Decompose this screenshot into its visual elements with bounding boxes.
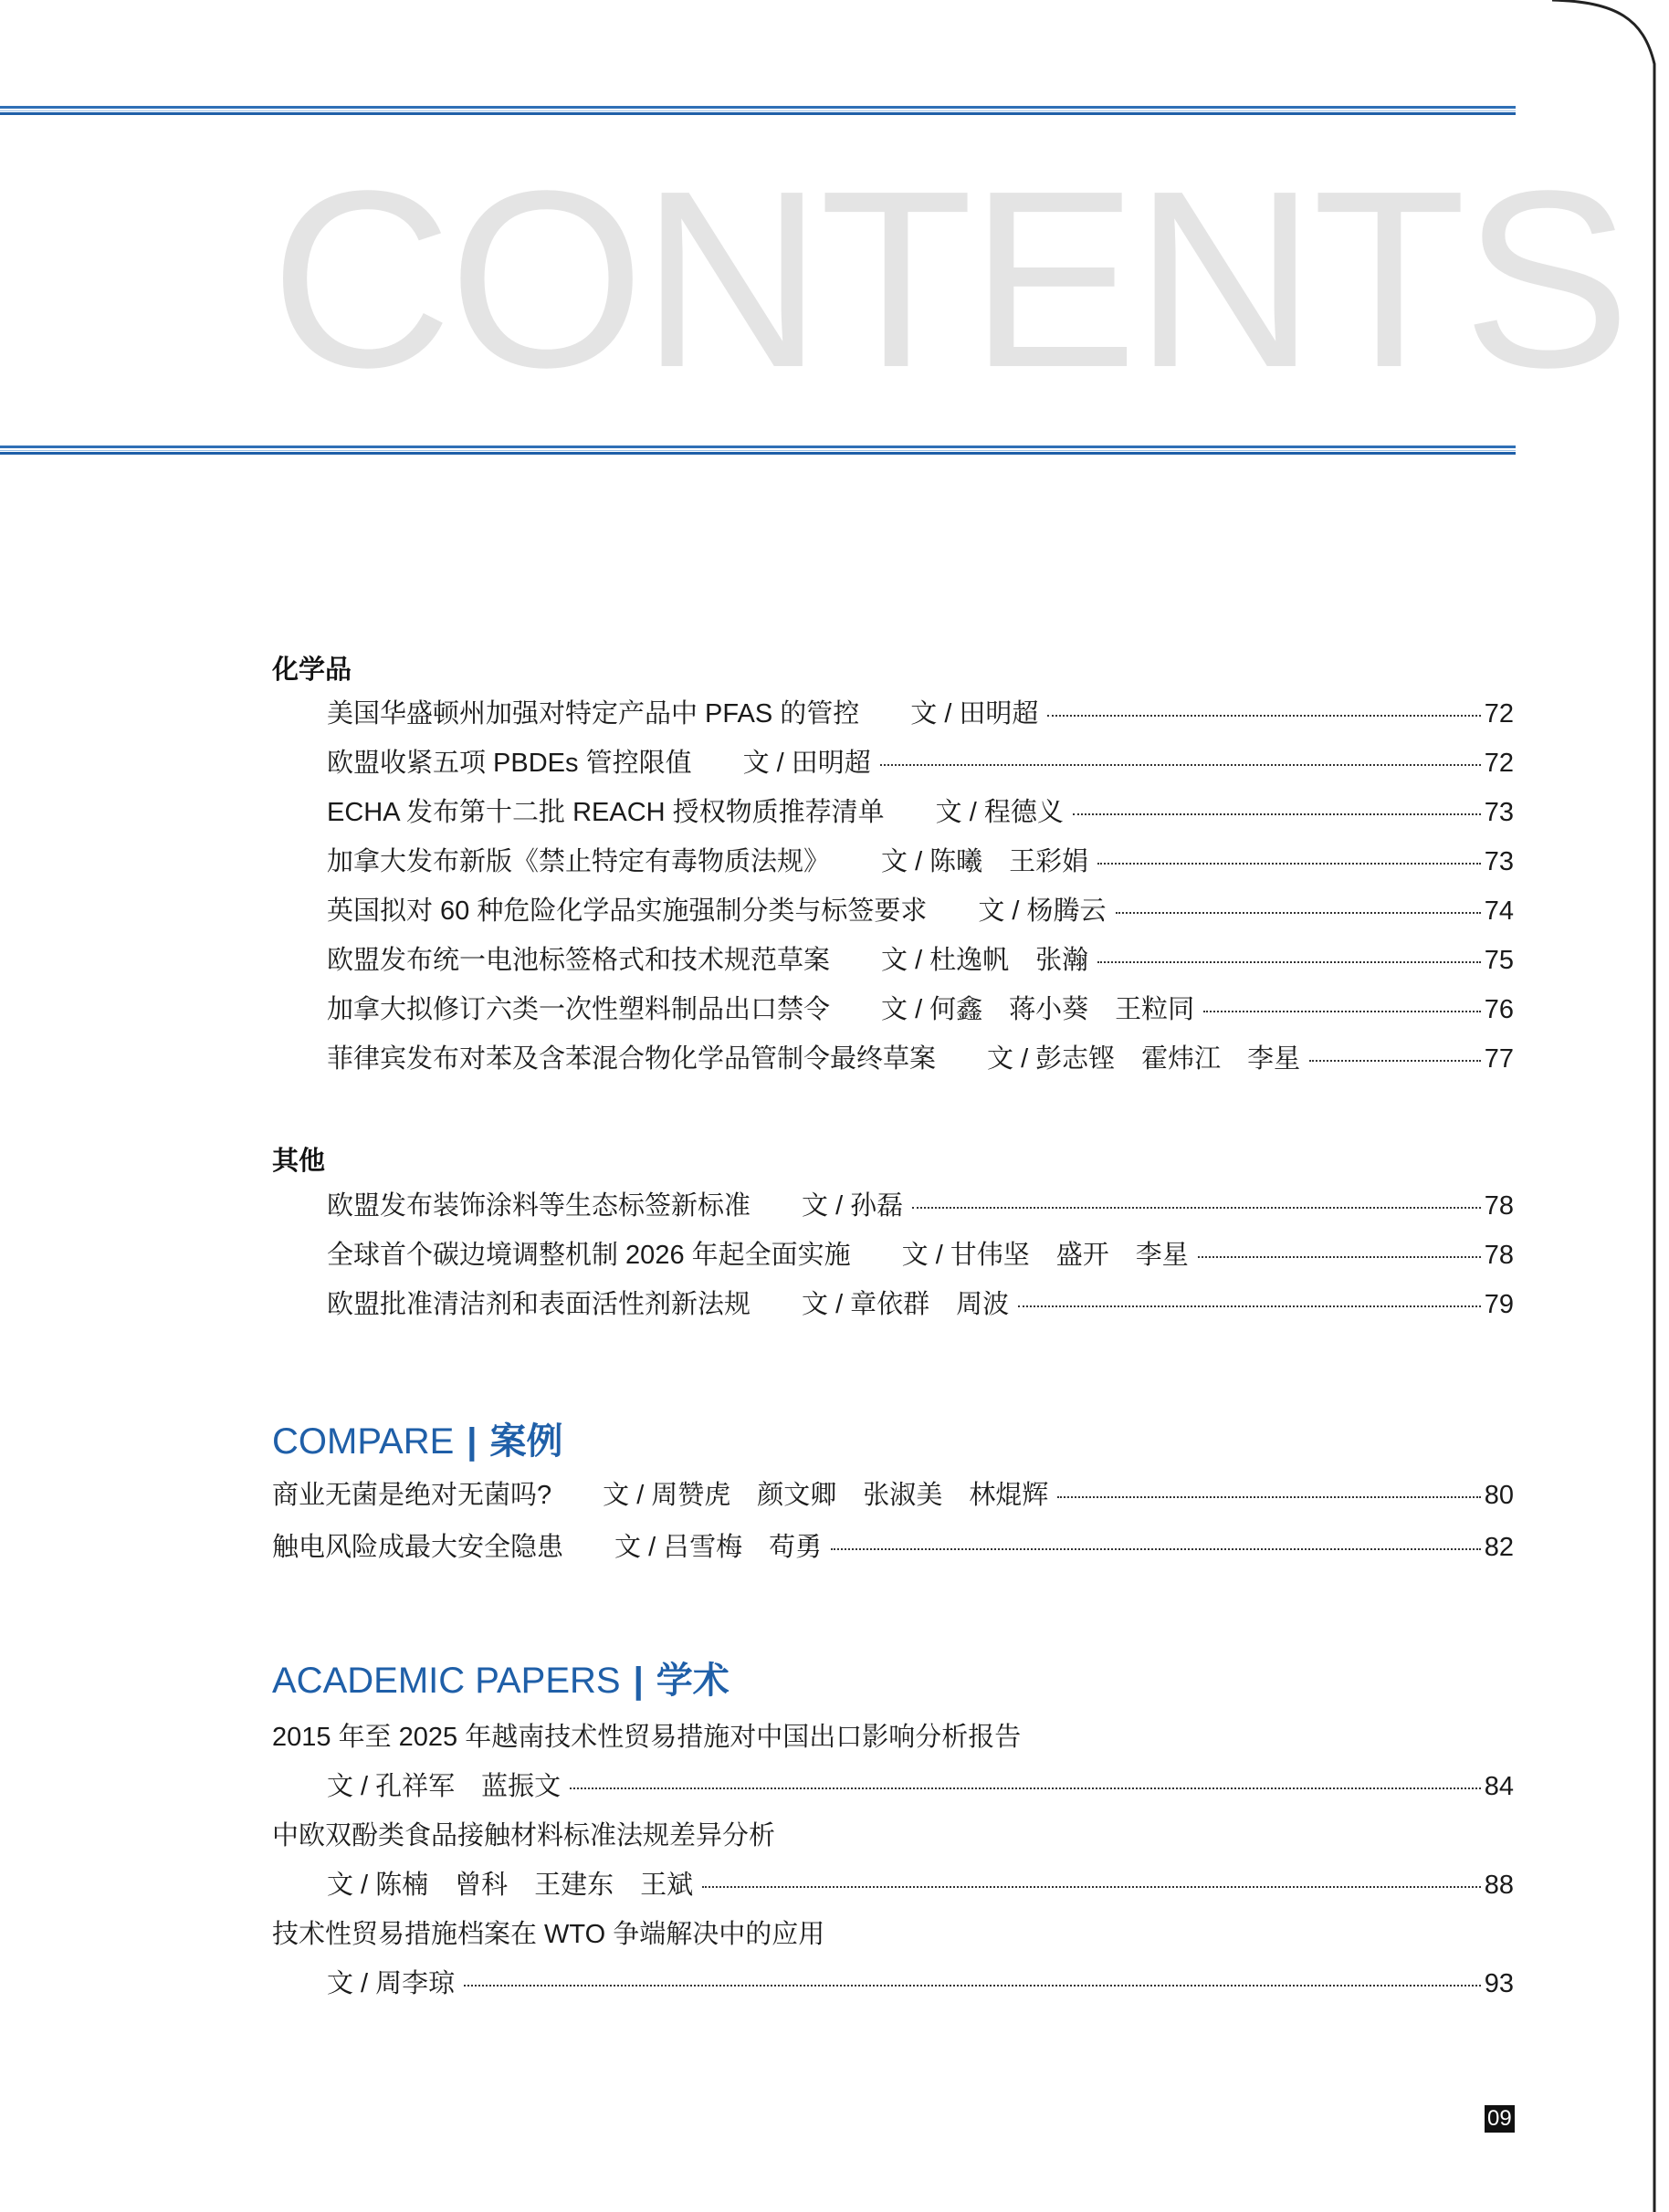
entry-author: 文 / 周李琼 xyxy=(327,1969,456,1998)
entry-author: 文 / 章依群 周波 xyxy=(802,1290,1010,1319)
toc-entry[interactable] xyxy=(327,696,1514,732)
dot-leader xyxy=(1018,1305,1481,1307)
dot-leader xyxy=(1198,1256,1481,1258)
entry-author: 文 / 周赞虎 颜文卿 张淑美 林焜辉 xyxy=(603,1481,1049,1510)
heading-separator: | xyxy=(633,1661,644,1701)
entry-author: 文 / 陈曦 王彩娟 xyxy=(881,847,1089,876)
compare-heading-en: COMPARE xyxy=(272,1421,455,1462)
toc-entry[interactable] xyxy=(327,1237,1514,1274)
toc-entry[interactable] xyxy=(272,1529,1514,1566)
dot-leader xyxy=(1309,1060,1481,1062)
entry-page: 73 xyxy=(1484,847,1514,876)
dot-leader xyxy=(880,764,1481,766)
dot-leader xyxy=(1097,961,1481,963)
dot-leader xyxy=(1203,1011,1481,1012)
toc-entry[interactable] xyxy=(327,1041,1514,1077)
toc-entry[interactable] xyxy=(272,1477,1514,1514)
paper-title[interactable]: 技术性贸易措施档案在 WTO 争端解决中的应用 xyxy=(272,1920,825,1949)
toc-entry[interactable] xyxy=(327,1286,1514,1323)
toc-entry[interactable] xyxy=(327,1768,1514,1805)
dot-leader xyxy=(464,1985,1481,1987)
entry-page: 72 xyxy=(1484,699,1514,729)
top-rule xyxy=(0,106,1516,115)
entry-author: 文 / 田明超 xyxy=(910,699,1039,729)
entry-title: 全球首个碳边境调整机制 2026 年起全面实施 xyxy=(327,1241,851,1270)
entry-page: 84 xyxy=(1484,1772,1514,1801)
entry-author: 文 / 孔祥军 蓝振文 xyxy=(327,1772,562,1801)
entry-title: 商业无菌是绝对无菌吗? xyxy=(272,1481,552,1510)
toc-entry[interactable] xyxy=(327,794,1514,831)
entry-page: 80 xyxy=(1484,1481,1514,1510)
entry-title: 欧盟批准清洁剂和表面活性剂新法规 xyxy=(327,1290,751,1319)
academic-heading-en: ACADEMIC PAPERS xyxy=(272,1661,621,1701)
entry-page: 74 xyxy=(1484,896,1514,926)
dot-leader xyxy=(1047,715,1480,717)
entry-page: 78 xyxy=(1484,1241,1514,1270)
entry-page: 76 xyxy=(1484,995,1514,1024)
paper-title[interactable]: 中欧双酚类食品接触材料标准法规差异分析 xyxy=(272,1821,776,1850)
entry-title: 欧盟收紧五项 PBDEs 管控限值 xyxy=(327,749,692,778)
toc-entry[interactable] xyxy=(327,1867,1514,1903)
entry-author: 文 / 彭志铿 霍炜江 李星 xyxy=(987,1044,1301,1074)
entry-title: ECHA 发布第十二批 REACH 授权物质推荐清单 xyxy=(327,798,885,827)
entry-title: 英国拟对 60 种危险化学品实施强制分类与标签要求 xyxy=(327,896,928,926)
bottom-rule xyxy=(0,446,1516,455)
dot-leader xyxy=(912,1207,1481,1209)
entry-author: 文 / 杨腾云 xyxy=(978,896,1107,926)
entry-title: 美国华盛顿州加强对特定产品中 PFAS 的管控 xyxy=(327,699,860,729)
dot-leader xyxy=(831,1548,1481,1550)
toc-entry[interactable] xyxy=(327,745,1514,781)
heading-separator: | xyxy=(467,1421,478,1462)
entry-page: 72 xyxy=(1484,749,1514,778)
entry-author: 文 / 吕雪梅 苟勇 xyxy=(614,1533,823,1562)
entry-title: 菲律宾发布对苯及含苯混合物化学品管制令最终草案 xyxy=(327,1044,937,1074)
entry-page: 79 xyxy=(1484,1290,1514,1319)
entry-author: 文 / 孙磊 xyxy=(802,1191,904,1221)
entry-page: 93 xyxy=(1484,1969,1514,1998)
dot-leader xyxy=(1057,1496,1480,1498)
dot-leader xyxy=(570,1787,1481,1789)
contents-title: CONTENTS xyxy=(270,139,1627,420)
entry-title: 加拿大拟修订六类一次性塑料制品出口禁令 xyxy=(327,995,831,1024)
entry-page: 73 xyxy=(1484,798,1514,827)
entry-author: 文 / 田明超 xyxy=(742,749,871,778)
dot-leader xyxy=(1097,863,1481,865)
toc-entry[interactable] xyxy=(327,893,1514,929)
academic-heading-cn: 学术 xyxy=(656,1661,730,1701)
compare-heading-cn: 案例 xyxy=(489,1421,563,1462)
dot-leader xyxy=(1116,912,1481,914)
toc-entry[interactable] xyxy=(327,1966,1514,2002)
academic-heading xyxy=(272,1651,730,1704)
entry-title: 触电风险成最大安全隐患 xyxy=(272,1533,564,1562)
entry-author: 文 / 何鑫 蒋小葵 王粒同 xyxy=(881,995,1195,1024)
toc-entry[interactable] xyxy=(327,942,1514,979)
entry-title: 加拿大发布新版《禁止特定有毒物质法规》 xyxy=(327,847,831,876)
dot-leader xyxy=(1073,813,1481,815)
entry-page: 82 xyxy=(1484,1533,1514,1562)
entry-page: 88 xyxy=(1484,1871,1514,1900)
entry-page: 78 xyxy=(1484,1191,1514,1221)
toc-entry[interactable] xyxy=(327,844,1514,880)
compare-heading xyxy=(272,1412,562,1464)
entry-page: 75 xyxy=(1484,946,1514,975)
page-number: 09 xyxy=(1485,2105,1515,2133)
entry-author: 文 / 陈楠 曾科 王建东 王斌 xyxy=(327,1871,694,1900)
toc-entry[interactable] xyxy=(327,991,1514,1028)
entry-author: 文 / 甘伟坚 盛开 李星 xyxy=(901,1241,1189,1270)
toc-entry[interactable] xyxy=(327,1188,1514,1224)
section-heading-chemicals: 化学品 xyxy=(272,655,352,685)
paper-title[interactable]: 2015 年至 2025 年越南技术性贸易措施对中国出口影响分析报告 xyxy=(272,1723,1022,1752)
entry-author: 文 / 杜逸帆 张瀚 xyxy=(881,946,1089,975)
section-heading-other: 其他 xyxy=(272,1147,326,1176)
entry-title: 欧盟发布统一电池标签格式和技术规范草案 xyxy=(327,946,831,975)
dot-leader xyxy=(702,1886,1481,1888)
entry-title: 欧盟发布装饰涂料等生态标签新标准 xyxy=(327,1191,751,1221)
entry-page: 77 xyxy=(1484,1044,1514,1074)
entry-author: 文 / 程德义 xyxy=(935,798,1064,827)
